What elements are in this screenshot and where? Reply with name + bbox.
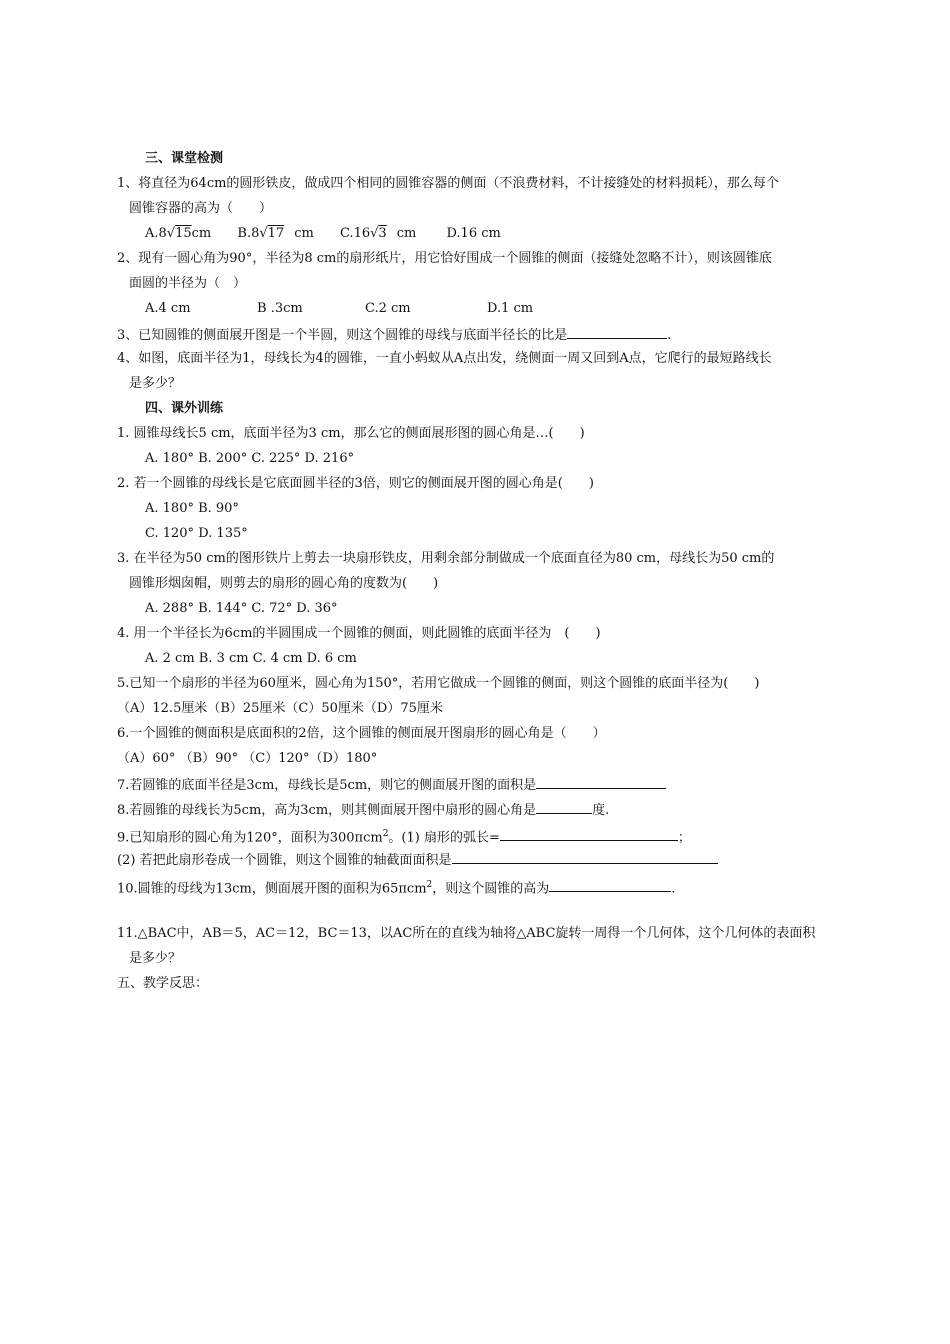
- e9-text-cont: (2) 若把此扇形卷成一个圆锥，则这个圆锥的轴截面面积是: [117, 850, 718, 870]
- e1-options: A. 180° B. 200° C. 225° D. 216°: [145, 451, 355, 466]
- q2-text-cont: 面圆的半径为（ ）: [129, 276, 247, 291]
- e6-options: （A）60° （B）90° （C）120°（D）180°: [117, 751, 378, 766]
- e2-options-1: A. 180° B. 90°: [145, 501, 239, 516]
- section-3-title: 三、课堂检测: [145, 151, 224, 166]
- q4-text: 4、如图，底面半径为1，母线长为4的圆锥，一直小蚂蚁从A点出发，绕侧面一周又回到A点，它爬行的最短路线长: [117, 351, 772, 366]
- e5-options: （A）12.5厘米（B）25厘米（C）50厘米（D）75厘米: [117, 701, 443, 716]
- q1-text-cont: 圆锥容器的高为（ ）: [129, 201, 273, 216]
- e11-text: 11.△BAC中，AB＝5，AC＝12，BC＝13，以AC所在的直线为轴将△ABC旋转一周得一个几何体，这个几何体的表面积: [117, 926, 816, 941]
- q2-text: 2、现有一圆心角为90°，半径为8 cm的扇形纸片，用它恰好围成一个圆锥的侧面（接缝处忽略不计），则该圆锥底: [117, 251, 772, 266]
- e2-options-2: C. 120° D. 135°: [145, 526, 248, 541]
- e3-text: 3. 在半径为50 cm的图形铁片上剪去一块扇形铁皮，用剩余部分制做成一个底面直径为80 cm，母线长为50 cm的: [117, 551, 775, 566]
- e3-text-cont: 圆锥形烟囱帽，则剪去的扇形的圆心角的度数为( ): [129, 576, 439, 591]
- section-4-title: 四、课外训练: [145, 401, 224, 416]
- e2-text: 2. 若一个圆锥的母线长是它底面圆半径的3倍，则它的侧面展开图的圆心角是( ): [117, 476, 594, 491]
- e10-text: 10.圆锥的母线为13cm，侧面展开图的面积为65πcm$^2$，则这个圆锥的高为 .: [117, 880, 676, 897]
- q2-options: A.4 cm B .3cm C.2 cm D.1 cm: [145, 301, 534, 316]
- e9-text: 9.已知扇形的圆心角为120°，面积为300πcm$^2$。(1) 扇形的弧长= ；: [117, 829, 691, 846]
- e3-options: A. 288° B. 144° C. 72° D. 36°: [145, 601, 338, 616]
- e8-text: 8.若圆锥的母线长为5cm，高为3cm，则其侧面展开图中扇形的圆心角是 度.: [117, 800, 609, 820]
- q4-text-cont: 是多少？: [129, 376, 182, 391]
- e7-text: 7.若圆锥的底面半径是3cm，母线长是5cm，则它的侧面展开图的面积是: [117, 775, 666, 795]
- q3-text: 3、已知圆锥的侧面展开图是一个半圆，则这个圆锥的母线与底面半径长的比是 .: [117, 325, 671, 345]
- e4-text: 4. 用一个半径长为6cm的半圆围成一个圆锥的侧面，则此圆锥的底面半径为 ( ): [117, 626, 601, 641]
- section-5-title: 五、教学反思：: [117, 976, 209, 991]
- q1-options: A.8√15cm B.8√17 cm C.16√3 cm D.16 cm: [145, 226, 501, 241]
- e11-text-cont: 是多少？: [129, 951, 182, 966]
- e6-text: 6.一个圆锥的侧面积是底面积的2倍，这个圆锥的侧面展开图扇形的圆心角是（ ）: [117, 726, 606, 741]
- e5-text: 5.已知一个扇形的半径为60厘米，圆心角为150°，若用它做成一个圆锥的侧面，则这个圆锥的底面半径为( ): [117, 676, 760, 691]
- e4-options: A. 2 cm B. 3 cm C. 4 cm D. 6 cm: [145, 651, 357, 666]
- q1-text: 1、将直径为64cm的圆形铁皮，做成四个相同的圆锥容器的侧面（不浪费材料，不计接缝处的材料损耗），那么每个: [117, 176, 779, 191]
- e1-text: 1. 圆锥母线长5 cm，底面半径为3 cm，那么它的侧面展形图的圆心角是…( ): [117, 426, 585, 441]
